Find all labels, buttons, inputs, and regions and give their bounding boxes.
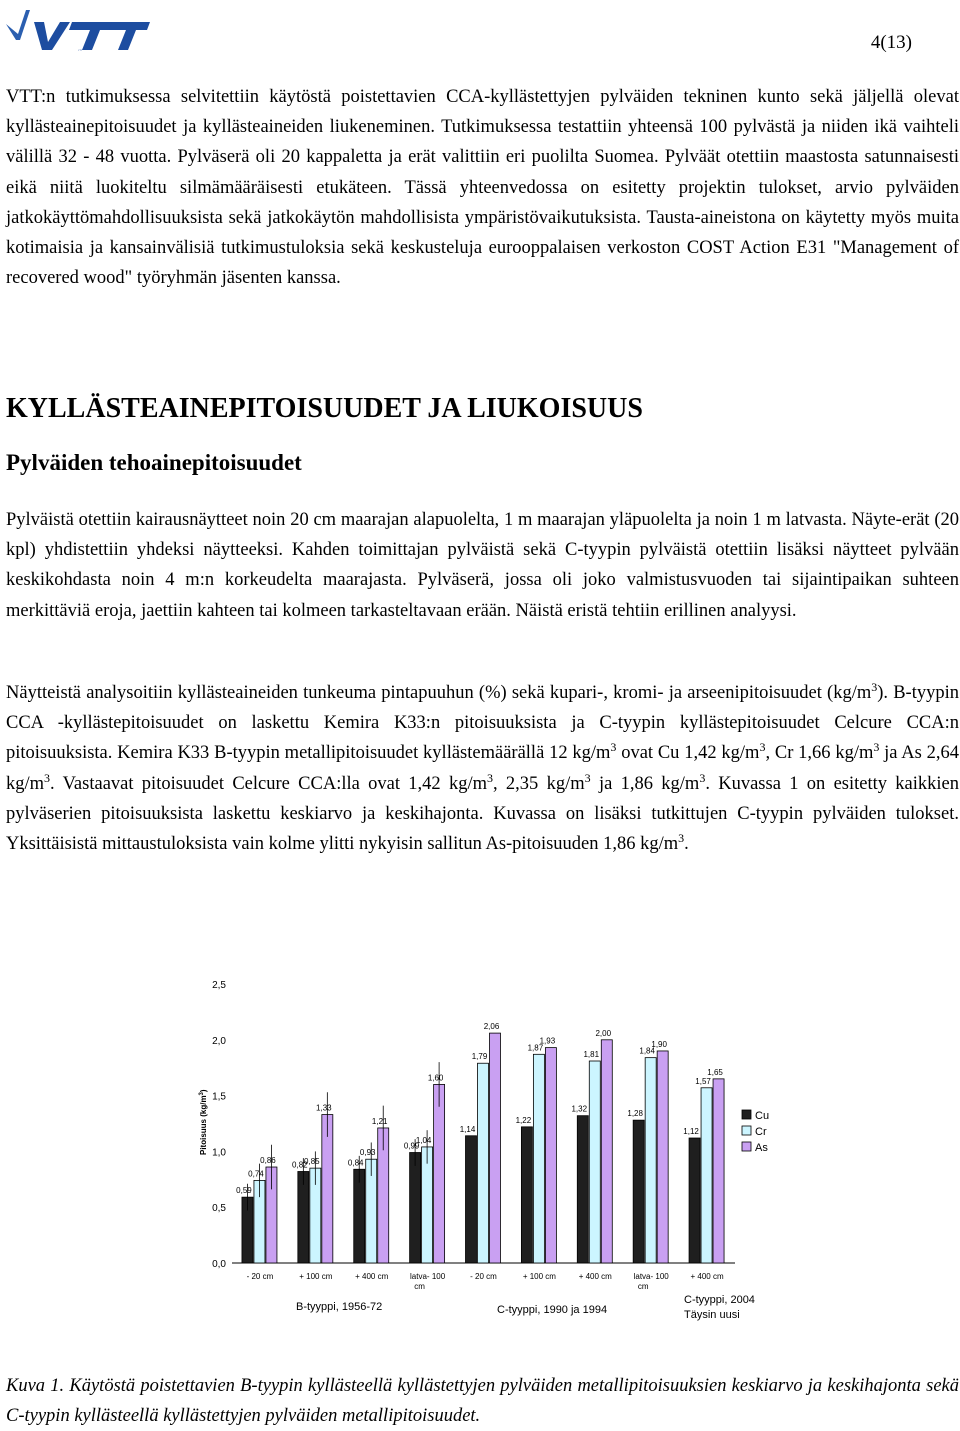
sup-1: 3 — [871, 679, 878, 694]
data-label: 0,59 — [236, 1186, 252, 1196]
y-tick-label: 1,5 — [212, 1091, 226, 1103]
data-label: 0,84 — [347, 1158, 364, 1168]
bar-cu — [521, 1127, 532, 1263]
bar-cr — [701, 1088, 712, 1263]
analysis-text-5: ja As 2,64 kg/m — [6, 743, 960, 794]
sup-7: 3 — [584, 770, 591, 785]
legend-swatch-cr — [742, 1126, 751, 1135]
bar-cu — [410, 1153, 421, 1263]
section-subtitle: Pylväiden tehoainepitoisuudet — [6, 450, 302, 475]
sampling-paragraph: Pylväistä otettiin kairausnäytteet noin 20 cm maarajan alapuolelta, 1 m maarajan yläpuolelta ja noin 1 m latvasta. Näyte-erät (20 kpl) yhdistettiin yhdeksi näytteeksi. Kahden toimittajan pylväistä sekä C-tyypin pylväistä otettiin lisäksi näytteet pylvään keskikohdasta noin 4 m:n korkeudelta maarajasta. Pylväserä, jossa oli joko valmistusvuoden tai sijaintipaikan suhteen merkittäviä eroja, jaettiin kahteen tai kolmeen tarkasteltavaan erään. Näistä eristä tehtiin erillinen analyysi. — [6, 510, 959, 621]
y-tick-label: 0,0 — [212, 1259, 226, 1270]
sup-3: 3 — [759, 740, 766, 755]
page-number: 4(13) — [870, 32, 912, 53]
bar-cu — [466, 1136, 477, 1263]
bar-as — [713, 1079, 724, 1263]
metal-content-chart — [0, 965, 960, 1335]
data-label: 1,33 — [316, 1103, 332, 1113]
analysis-text-4: , Cr 1,66 kg/m — [765, 743, 874, 764]
group-label-b: B-tyyppi, 1956-72 — [296, 1301, 383, 1313]
x-tick-label: + 100 cm — [299, 1272, 333, 1281]
x-tick-label: - 20 cm — [246, 1272, 274, 1281]
section-title: KYLLÄSTEAINEPITOISUUDET JA LIUKOISUUS — [6, 393, 643, 424]
data-label: 1,87 — [527, 1043, 544, 1053]
sup-5: 3 — [44, 770, 51, 785]
data-label: 0,82 — [292, 1160, 308, 1170]
data-label: 1,32 — [571, 1104, 588, 1114]
analysis-paragraph — [6, 678, 959, 859]
analysis-text-1: Näytteistä analysoitiin kyllästeaineiden tunkeuma pintapuuhun (%) sekä kupari-, kromi- ja arseenipitoisuudet (kg/m — [6, 683, 872, 703]
data-label: 1,79 — [471, 1052, 488, 1062]
sup-2: 3 — [610, 740, 617, 755]
data-label: 0,86 — [260, 1156, 276, 1166]
data-label: 1,04 — [415, 1135, 432, 1145]
data-label: 1,65 — [707, 1067, 723, 1077]
analysis-text-7: , 2,35 kg/m — [493, 773, 585, 794]
sup-9: 3 — [678, 830, 685, 845]
bar-as — [657, 1051, 668, 1263]
x-tick-label-cont: cm — [414, 1282, 425, 1291]
x-tick-label-cont: cm — [637, 1282, 649, 1291]
group-label-new: Täysin uusi — [684, 1309, 740, 1321]
bar-cr — [533, 1054, 544, 1263]
data-label: 0,74 — [248, 1169, 264, 1179]
analysis-text-10: . — [684, 834, 689, 855]
data-label: 1,22 — [515, 1115, 532, 1125]
data-label: 0,99 — [403, 1141, 420, 1151]
legend-swatch-as — [742, 1142, 751, 1151]
analysis-text-3: ovat Cu 1,42 kg/m — [616, 743, 760, 764]
legend-label-cr: Cr — [755, 1126, 767, 1138]
bar-cr — [645, 1058, 656, 1263]
bar-as — [601, 1040, 612, 1263]
data-label: 2,06 — [483, 1022, 500, 1032]
bar-as — [545, 1048, 556, 1263]
y-axis-label: Pitoisuus $(kg/m^3)$ — [199, 1089, 208, 1155]
bar-as — [490, 1033, 501, 1263]
x-tick-label: latva- 100 — [410, 1272, 446, 1281]
logo-text: VTT — [78, 50, 82, 52]
x-tick-label: latva- 100 — [633, 1272, 669, 1281]
x-tick-label: + 400 cm — [690, 1272, 724, 1281]
x-tick-label: - 20 cm — [470, 1272, 497, 1281]
analysis-text-6: . Vastaavat pitoisuudet Celcure CCA:lla ovat 1,42 kg/m — [50, 773, 487, 794]
data-label: 2,00 — [595, 1028, 612, 1038]
bar-cr — [422, 1147, 433, 1263]
legend-swatch-cu — [742, 1110, 751, 1119]
x-tick-label: + 400 cm — [578, 1272, 612, 1281]
bar-cr — [589, 1061, 600, 1263]
legend-label-cu: Cu — [755, 1110, 770, 1122]
bar-cu — [298, 1171, 309, 1263]
figure-caption: Kuva 1. Käytöstä poistettavien B-tyypin kyllästeellä kyllästettyjen pylväiden metallipitoisuuksien keskiarvo ja keskihajonta sekä C-tyypin kyllästeellä kyllästettyjen pylväiden metallipitoisuudet. — [6, 1376, 959, 1426]
bar-cu — [577, 1116, 588, 1263]
data-label: 1,21 — [371, 1116, 388, 1126]
intro-paragraph: VTT:n tutkimuksessa selvitettiin käytöstä poistettavien CCA-kyllästettyjen pylväiden tekninen kunto sekä jäljellä olevat kyllästeainepitoisuudet ja kyllästeaineiden liukeneminen. Tutkimuksessa testattiin yhteensä 100 pylvästä ja niiden ikä vaihteli välillä 32 - 48 vuotta. Pylväserä oli 20 kappaletta ja erät valittiin eri puolilta Suomea. Pylväät otettiin maastosta satunnaisesti eikä niitä luokiteltu silmämääräisesti etukäteen. Tässä yhteenvedossa on esitetty projektin tulokset, arvio pylväiden jatkokäyttömahdollisuuksista sekä jatkokäytön mahdollisista ympäristövaikutuksista. Tausta-aineistona on käytetty myös muita kotimaisia ja kansainvälisiä tutkimustuloksia sekä keskusteluja eurooppalaisen verkoston COST Action E31 "Management of recovered wood" työryhmän jäsenten kanssa. — [6, 87, 959, 289]
y-tick-label: 2,5 — [212, 980, 226, 991]
x-tick-label: + 400 cm — [355, 1272, 389, 1281]
data-label: 1,81 — [583, 1050, 600, 1060]
data-label: 1,28 — [627, 1109, 643, 1119]
group-label-c2004: C-tyyppi, 2004 — [684, 1294, 755, 1306]
analysis-text-8: ja 1,86 kg/m — [590, 773, 700, 794]
data-label: 1,57 — [695, 1076, 711, 1086]
bar-cr — [478, 1063, 489, 1263]
data-label: 0,85 — [304, 1157, 320, 1167]
sup-8: 3 — [699, 770, 706, 785]
analysis-text-9: . Kuvassa 1 on esitetty kaikkien pylväserien pitoisuuksista laskettu keskiarvo ja keskihajonta. Kuvassa on lisäksi tutkittujen C-tyypin pylväiden tulokset. Yksittäisistä mittaustuloksista vain kolme ylitti nykyisin sallitun As-pitoisuuden 1,86 kg/m — [6, 773, 960, 855]
vtt-logo — [4, 4, 152, 54]
data-label: 1,60 — [427, 1073, 444, 1083]
data-label: 1,14 — [459, 1124, 476, 1134]
data-label: 1,12 — [683, 1127, 699, 1137]
bar-cu — [633, 1120, 644, 1263]
bar-cu — [689, 1138, 700, 1263]
bar-as — [434, 1084, 445, 1263]
data-label: 1,90 — [651, 1039, 667, 1049]
data-label: 1,93 — [539, 1036, 556, 1046]
bar-cu — [354, 1169, 365, 1263]
y-tick-label: 1,0 — [212, 1147, 226, 1159]
sup-6: 3 — [487, 770, 493, 785]
y-tick-label: 2,0 — [212, 1035, 226, 1047]
y-tick-label: 0,5 — [212, 1203, 226, 1215]
sup-4: 3 — [873, 740, 880, 755]
analysis-text-2: ). B-tyypin CCA -kyllästepitoisuudet on laskettu Kemira K33:n pitoisuuksista ja C-tyypin kyllästepitoisuudet Celcure CCA:n pitoisuuksista. Kemira K33 B-tyypin metallipitoisuudet kyllästemäärällä 12 kg/m — [6, 683, 959, 764]
x-tick-label: + 100 cm — [522, 1272, 556, 1281]
data-label: 1,84 — [639, 1046, 655, 1056]
legend-label-as: As — [755, 1142, 768, 1154]
data-label: 0,93 — [359, 1148, 376, 1158]
group-label-c: C-tyyppi, 1990 ja 1994 — [497, 1304, 608, 1316]
